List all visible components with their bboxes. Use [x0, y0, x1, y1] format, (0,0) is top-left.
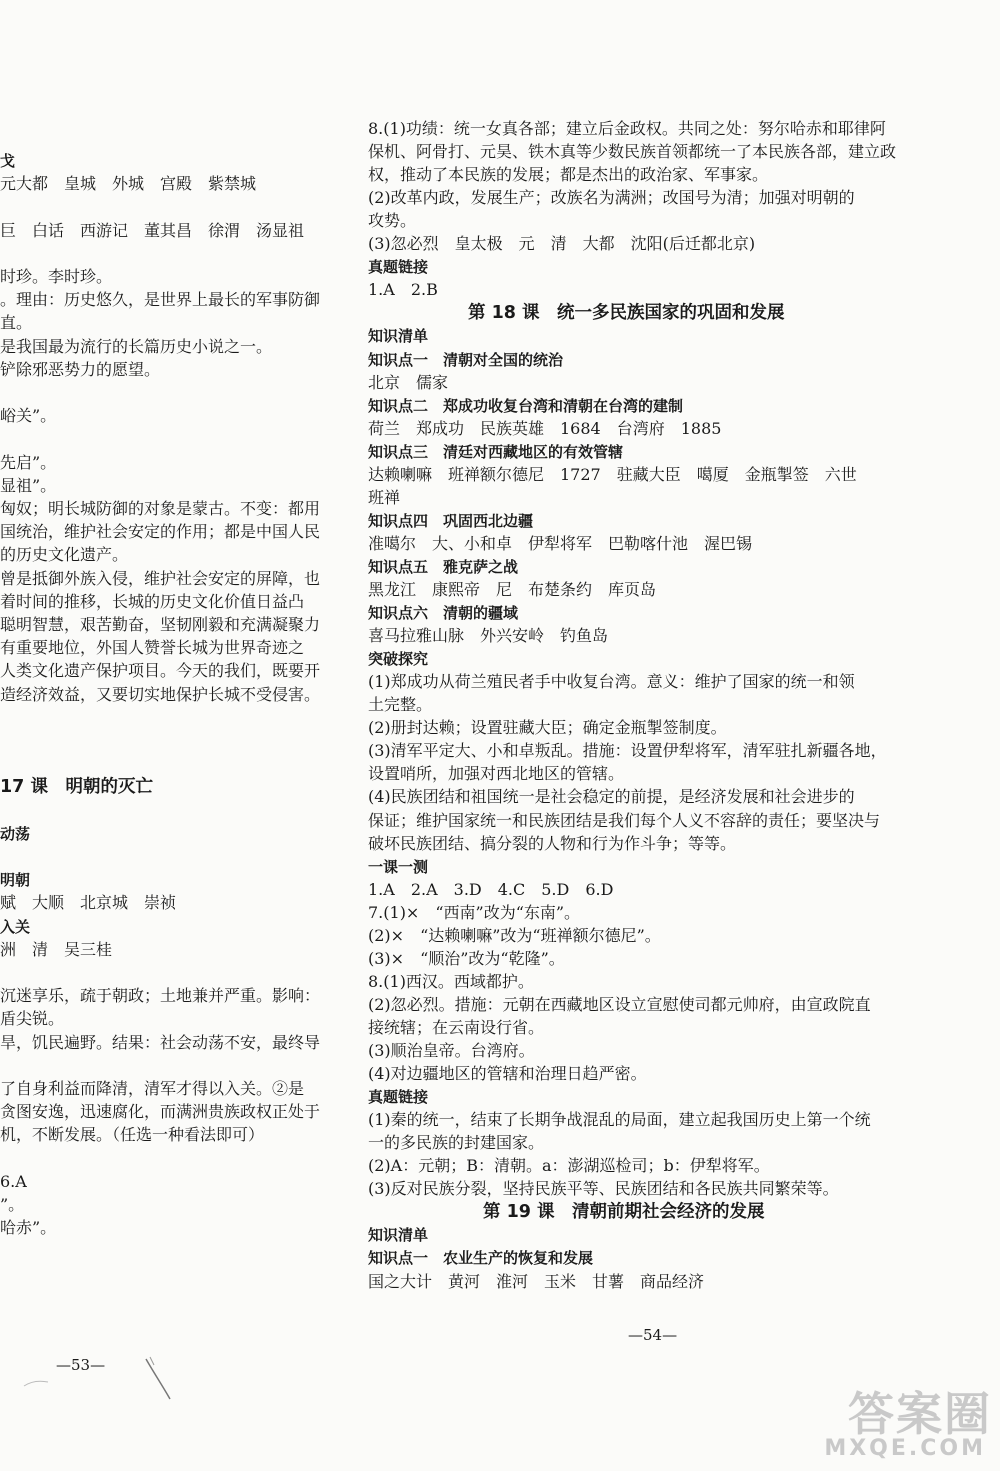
text-line: 国之大计 黄河 淮河 玉米 甘薯 商品经济 — [368, 1271, 705, 1291]
text-line: 一的多民族的封建国家。 — [368, 1133, 545, 1153]
text-line: 旱，饥民遍野。结果：社会动荡不安，最终导 — [0, 1032, 321, 1052]
text-line: 攻势。 — [368, 211, 417, 231]
text-line: 哈赤”。 — [0, 1218, 57, 1238]
section-heading: 真题链接 — [368, 1088, 429, 1107]
text-line: 准噶尔 大、小和卓 伊犁将军 巴勒喀什池 渥巴锡 — [368, 533, 753, 553]
text-line: 接统辖；在云南设行省。 — [368, 1017, 545, 1037]
text-line: 显祖”。 — [0, 475, 57, 495]
section-heading: 动荡 — [0, 824, 31, 843]
text-line: 是我国最为流行的长篇历史小说之一。 — [0, 336, 273, 356]
section-heading: 知识点四 巩固西北边疆 — [368, 511, 534, 530]
section-heading: 一课一测 — [368, 857, 429, 876]
text-line: (2)A：元朝；B：清朝。a：澎湖巡检司；b：伊犁将军。 — [368, 1156, 770, 1176]
pen-scratch-mark — [140, 1355, 180, 1405]
text-line: (1)郑成功从荷兰殖民者手中收复台湾。意义：维护了国家的统一和领 — [368, 672, 855, 692]
text-line: (4)民族团结和祖国统一是社会稳定的前提，是经济发展和社会进步的 — [368, 787, 855, 807]
left-page-number: —53— — [56, 1356, 106, 1374]
text-line: 巨 白话 西游记 董其昌 徐渭 汤显祖 — [0, 220, 305, 240]
text-line: 设置哨所，加强对西北地区的管辖。 — [368, 764, 625, 784]
text-line: ”。 — [0, 1195, 25, 1214]
lesson-title: 第 19 课 清朝前期社会经济的发展 — [483, 1202, 765, 1223]
text-line: 赋 大顺 北京城 崇祯 — [0, 893, 177, 913]
section-heading: 入关 — [0, 917, 31, 936]
text-line: 着时间的推移，长城的历史文化价值日益凸 — [0, 591, 305, 611]
text-line: 先启”。 — [0, 452, 57, 472]
text-line: 1.A 2.A 3.D 4.C 5.D 6.D — [368, 879, 614, 899]
section-heading: 知识点六 清朝的疆域 — [368, 604, 519, 623]
section-heading: 知识清单 — [368, 327, 429, 346]
text-line: 洲 清 吴三桂 — [0, 939, 113, 959]
text-line: 了自身利益而降清，清军才得以入关。②是 — [0, 1079, 305, 1098]
text-line: 匈奴；明长城防御的对象是蒙古。不变：都用 — [0, 499, 321, 518]
text-line: 元大都 皇城 外城 宫殿 紫禁城 — [0, 174, 257, 194]
text-line: (2)× “达赖喇嘛”改为“班禅额尔德尼”。 — [368, 925, 661, 945]
text-line: 保机、阿骨打、元昊、铁木真等少数民族首领都统一了本民族各部，建立政 — [368, 142, 897, 162]
text-line: 达赖喇嘛 班禅额尔德尼 1727 驻藏大臣 噶厦 金瓶掣签 六世 — [368, 464, 857, 484]
text-line: 曾是抵御外族入侵，维护社会安定的屏障，也 — [0, 568, 321, 588]
section-heading: 突破探究 — [368, 650, 429, 669]
section-heading: 知识点一 农业生产的恢复和发展 — [368, 1249, 594, 1268]
watermark-url: MXQE.COM — [824, 1436, 986, 1461]
text-line: (2)忽必烈。措施：元朝在西藏地区设立宣慰使司都元帅府，由宣政院直 — [368, 994, 871, 1014]
text-line: 权，推动了本民族的发展；都是杰出的政治家、军事家。 — [368, 165, 769, 185]
text-line: 机，不断发展。（任选一种看法即可） — [0, 1125, 265, 1145]
section-heading: 知识点一 清朝对全国的统治 — [368, 350, 564, 369]
text-line: 喜马拉雅山脉 外兴安岭 钓鱼岛 — [368, 626, 609, 646]
section-heading: 知识点二 郑成功收复台湾和清朝在台湾的建制 — [368, 396, 684, 415]
text-line: 盾尖锐。 — [0, 1009, 65, 1029]
text-line: 人类文化遗产保护项目。今天的我们，既要开 — [0, 661, 321, 681]
text-line: 破坏民族团结、搞分裂的人物和行为作斗争；等等。 — [368, 833, 737, 853]
section-heading: 戈 — [0, 152, 16, 170]
text-line: 贪图安逸，迅速腐化，而满洲贵族政权正处于 — [0, 1102, 321, 1122]
text-line: 保证；维护国家统一和民族团结是我们每个人义不容辞的责任；要坚决与 — [368, 810, 881, 830]
text-line: (2)改革内政，发展生产；改族名为满洲；改国号为清；加强对明朝的 — [368, 188, 855, 208]
text-line: 8.(1)功绩：统一女真各部；建立后金政权。共同之处：努尔哈赤和耶律阿 — [368, 119, 886, 138]
text-line: (2)册封达赖；设置驻藏大臣；确定金瓶掣签制度。 — [368, 718, 727, 738]
text-line: 8.(1)西汉。西域都护。 — [368, 971, 534, 991]
text-line: (1)秦的统一，结束了长期争战混乱的局面，建立起我国历史上第一个统 — [368, 1110, 871, 1130]
text-line: 1.A 2.B — [368, 280, 438, 300]
text-line: 北京 儒家 — [368, 372, 449, 392]
text-line: 造经济效益，又要切实地保护长城不受侵害。 — [0, 684, 321, 704]
text-line: 黑龙江 康熙帝 尼 布楚条约 库页岛 — [368, 580, 657, 599]
text-line: 6.A — [0, 1171, 27, 1191]
text-line: 。理由：历史悠久，是世界上最长的军事防御 — [0, 290, 321, 310]
text-line: (3)顺治皇帝。台湾府。 — [368, 1041, 535, 1060]
section-heading: 真题链接 — [368, 258, 429, 277]
smudge-mark — [22, 1370, 52, 1392]
text-line: 荷兰 郑成功 民族英雄 1684 台湾府 1885 — [368, 418, 722, 438]
text-line: 班禅 — [368, 487, 401, 507]
section-heading: 知识点三 清廷对西藏地区的有效管辖 — [368, 442, 624, 461]
text-line: (3)清军平定大、小和卓叛乱。措施：设置伊犁将军，清军驻扎新疆各地， — [368, 741, 887, 761]
text-line: (4)对边疆地区的管辖和治理日趋严密。 — [368, 1064, 647, 1084]
text-line: 铲除邪恶势力的愿望。 — [0, 359, 161, 379]
section-heading: 知识点五 雅克萨之战 — [368, 557, 519, 576]
text-line: 7.(1)× “西南”改为“东南”。 — [368, 902, 581, 922]
section-heading: 明朝 — [0, 871, 31, 890]
text-line: 土完整。 — [368, 695, 433, 715]
text-line: (3)× “顺治”改为“乾隆”。 — [368, 948, 565, 968]
lesson-title: 第 18 课 统一多民族国家的巩固和发展 — [468, 303, 785, 324]
watermark-logo: 答案圈 — [848, 1387, 992, 1441]
text-line: 沉迷享乐，疏于朝政；土地兼并严重。影响： — [0, 986, 321, 1006]
text-line: (3)忽必烈 皇太极 元 清 大都 沈阳(后迁都北京) — [368, 234, 756, 254]
text-line: 峪关”。 — [0, 406, 57, 426]
text-line: 的历史文化遗产。 — [0, 545, 129, 565]
text-line: 有重要地位，外国人赞誉长城为世界奇迹之 — [0, 638, 305, 658]
right-page-number: —54— — [628, 1326, 678, 1344]
text-line: 聪明智慧，艰苦勤奋，坚韧刚毅和充满凝聚力 — [0, 615, 321, 634]
text-line: 直。 — [0, 313, 33, 333]
text-line: 国统治，维护社会安定的作用；都是中国人民 — [0, 522, 321, 542]
text-line: 时珍。李时珍。 — [0, 267, 113, 286]
section-heading: 知识清单 — [368, 1226, 429, 1245]
lesson-title: 17 课 明朝的灭亡 — [0, 777, 153, 798]
text-line: (3)反对民族分裂，坚持民族平等、民族团结和各民族共同繁荣等。 — [368, 1179, 839, 1199]
